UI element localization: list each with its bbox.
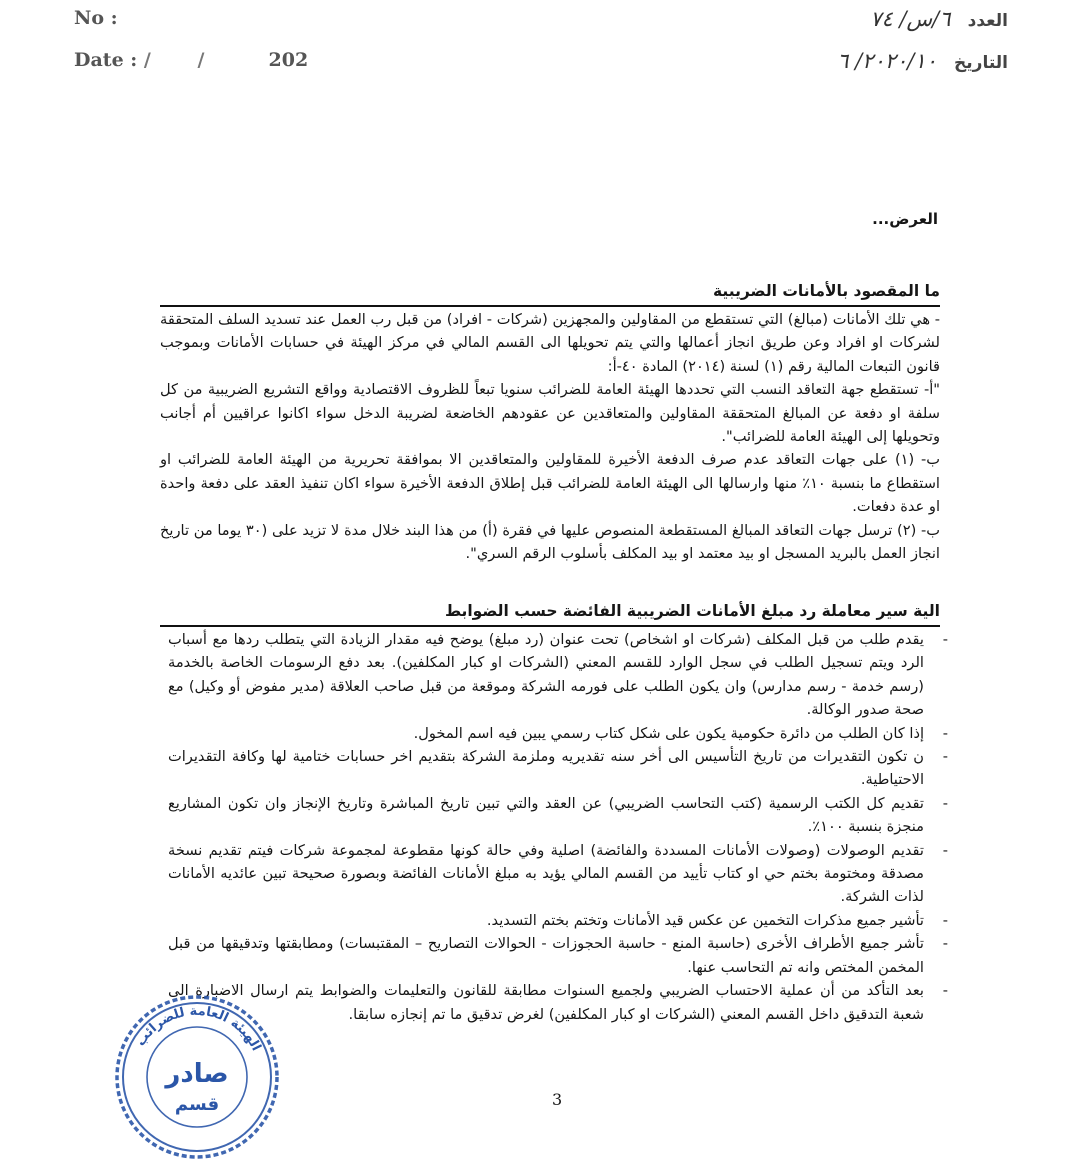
list-item: - تقديم كل الكتب الرسمية (كتب التحاسب الضريبي) عن العقد والتي تبين تاريخ المباشرة وتاريخ الإنجاز وان تكون المشاريع منجزة بنسبة ١٠٠٪. <box>168 794 948 836</box>
date-row-en <box>74 48 308 90</box>
subject-line: العرض... <box>872 210 938 228</box>
procedure-list <box>168 628 948 1026</box>
law-quote <box>160 378 940 565</box>
date-label-ar: التاريخ <box>954 53 1008 73</box>
stamp-bottom-text: قسم <box>174 1094 220 1115</box>
official-stamp-icon <box>104 994 290 1160</box>
list-item: - يقدم طلب من قبل المكلف (شركات او اشخاص) تحت عنوان (رد مبلغ) يوضح فيه مقدار الزيادة التي يتطلب ردها مع أسباب الرد ويتم تسجيل الطلب في سجل الوارد للقسم المعني (الشركات او كبار المكلفين). بعد دفع الرسومات الخاصة بالخدمة (رسم خدمة - رسم مدارس) وان يكون الطلب على فورمه الشركة وموقعة من قبل صاحب العلاقة (مدير مفوض أو وكيل) مع صحة صدور الوكالة. <box>168 631 948 719</box>
quote-clause-a: "أ- تستقطع جهة التعاقد النسب التي تحددها الهيئة العامة للضرائب سنويا تبعاً للظروف الاقتصادية وواقع التشريع الضريبية من كل سلفة او دفعة عن المبالغ المتحققة المقاولين والمتعاقدين عن عقودهم الخاضعة لضريبة الدخل سواء اكانوا عراقيين أم أجانب وتحويلها إلى الهيئة العامة للضرائب". <box>160 381 940 446</box>
date-year: 202 <box>268 49 309 71</box>
number-row-ar <box>837 6 1008 48</box>
quote-clause-b2: ب- (٢) ترسل جهات التعاقد المبالغ المستقطعة المنصوص عليها في فقرة (أ) من هذا البند خلال مدة لا تزيد على (٣٠ يوما من تاريخ انجاز العمل بالبريد المسجل او بيد معتمد او بيد المكلف بأسلوب الرقم السري". <box>160 521 940 563</box>
section1-heading: ما المقصود بالأمانات الضريبية <box>713 282 940 300</box>
definition-paragraph: - هي تلك الأمانات (مبالغ) التي تستقطع من المقاولين والمجهزين (شركات - افراد) من قبل رب العمل عند تسديد السلف المتحققة لشركات او افراد وعن طريق انجاز أعمالها والتي يتم تحويلها الى القسم المالي في مركز الهيئة في حسابات الأمانات وبموجب قانون التبعات المالية رقم (١) لسنة (٢٠١٤) المادة ٤٠-أ: <box>160 311 940 375</box>
list-item: - تأشر جميع الأطراف الأخرى (حاسبة المنع - حاسبة الحجوزات - الحوالات التصاريح – المقتبسات) ومطابقتها وتدقيقها من قبل المخمن المختص وانه تم التحاسب عنها. <box>168 935 948 976</box>
section2-heading: الية سير معاملة رد مبلغ الأمانات الضريبية الفائضة حسب الضوابط <box>444 602 940 620</box>
list-item: - بعد التأكد من أن عملية الاحتساب الضريبي ولجميع السنوات مطابقة للقانون والتعليمات والضوابط يتم ارسال الاضبارة الى شعبة التدقيق داخل القسم المعني (الشركات او كبار المكلفين) لغرض تدقيق ما تم إنجازه سابقا. <box>168 982 948 1023</box>
list-item: - إذا كان الطلب من دائرة حكومية يكون على شكل كتاب رسمي يبين فيه اسم المخول. <box>413 724 948 742</box>
number-value-ar: ٦/س/ ٧٤ <box>870 7 951 31</box>
header-right <box>837 6 1008 90</box>
number-label-ar: العدد <box>967 11 1008 31</box>
stamp-center-text: صادر <box>165 1059 229 1089</box>
header-left <box>74 6 308 90</box>
section2-body <box>168 628 948 1026</box>
date-value-ar: ٢٠٢٠/١٠/ ٦ <box>837 49 937 73</box>
page-number: 3 <box>552 1090 563 1109</box>
section1-body <box>160 308 940 565</box>
section1-underline <box>160 305 940 307</box>
list-item: - تأشير جميع مذكرات التخمين عن عكس قيد الأمانات وتختم بختم التسديد. <box>486 911 948 929</box>
quote-clause-b1: ب- (١) على جهات التعاقد عدم صرف الدفعة الأخيرة للمقاولين والمتعاقدين الا بموافقة تحريرية من الهيئة العامة للضرائب او استقطاع ما بنسبة ١٠٪ منها وارسالها الى الهيئة العامة للضرائب قبل إطلاق الدفعة الأخيرة سواء اكان تنفيذ العقد على دفعة واحدة او عدة دفعات. <box>160 451 940 516</box>
date-label: Date : <box>74 49 138 71</box>
list-item: - ن تكون التقديرات من تاريخ التأسيس الى أخر سنه تقديريه وملزمة الشركة بتقديم اخر حسابات ختامية لها وكافة التقديرات الاحتياطية. <box>168 748 948 789</box>
stamp-ring-text: الهيئة العامة للضرائب <box>133 1003 264 1054</box>
date-slashes: / / <box>143 49 225 71</box>
list-item: - تقديم الوصولات (وصولات الأمانات المسددة والفائضة) اصلية وفي حالة كونها مقطوعة لمجموعة شركات فيتم تقديم نسخة مصدقة ومختومة بختم حي او كتاب تأييد من القسم المالي يؤيد به مبلغ الأمانات الفائضة وبصورة صحيحة تبين عائديه الأمانات لذات الشركة. <box>168 841 948 906</box>
number-row-en <box>74 6 308 48</box>
date-row-ar <box>837 48 1008 90</box>
no-label: No : <box>74 7 118 29</box>
section2-underline <box>160 625 940 627</box>
